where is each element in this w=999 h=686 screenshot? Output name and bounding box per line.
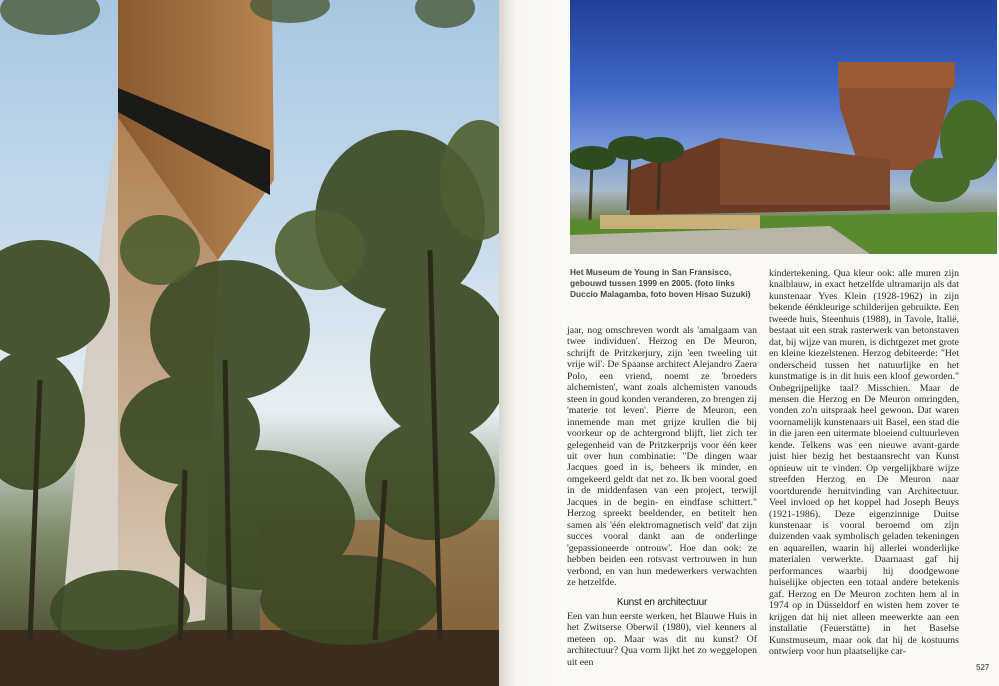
paragraph: Een van hun eerste werken, het Blauwe Huis in het Zwitserse Oberwil (1980), viel kenners al meteen op. Maar was dit nu kunst? Of architectuur? Qua vorm lijkt het zo weggelopen uit een — [567, 610, 757, 668]
text-column-right — [769, 268, 959, 657]
museum-illustration — [570, 0, 997, 254]
photo-museum-exterior — [570, 0, 997, 254]
tower-illustration — [0, 0, 499, 686]
photo-de-young-tower — [0, 0, 499, 686]
text-column-left — [567, 325, 757, 668]
paragraph: kindertekening. Qua kleur ook: alle muren zijn knalblauw, in exact hetzelfde ultramarijn als dat kunstenaar Yves Klein (1928-1962) in zijn bekende éénkleurige schilderijen gebruikte. Een tweede huis, Steenhuis (1988), in Tavole, Italië, bestaat uit een strak rasterwerk van betonstaven dat, bij wijze van muren, is dichtgezet met grote en kleine kiezelstenen. Herzog debiteerde: "Het onderscheid tussen het natuurlijke en het kunstmatige is in dit huis een kloof geworden." Onbegrijpelijke taal? Misschien. Maar de mensen die Herzog en De Meuron omringden, vonden zo'n uitspraak heel gewoon. Dat waren voornamelijk kunstenaars uit Basel, een stad die in die jaren een uitermate bloeiend cultuurleven kende. Telkens was een nieuwe avant-garde juist hier bezig het bestaansrecht van Kunst opnieuw uit te vinden. Op vergelijkbare wijze streefden Herzog en De Meuron naar voortdurende heruitvinding van Architectuur. Veel invloed op het koppel had Joseph Beuys (1921-1986). Deze eigenzinnige Duitse kunstenaar is vooral beroemd om zijn duizenden vaak symbolisch geladen tekeningen en aquarellen, waarin hij allerlei wonderlijke materialen verwerkte. Daarnaast gaf hij performances waarbij hij doodgewone huiselijke objecten een totaal andere betekenis gaf. Herzog en De Meuron zochten hem al in 1974 op in Düsseldorf en wisten hem zover te krijgen dat hij niet alleen meewerkte aan een installatie (Feuerstätte) in het Baselse Kunstmuseum, maar ook dat hij de kostuums ontwierp voor hun plaatselijke car- — [769, 268, 959, 657]
paragraph: jaar, nog omschreven wordt als 'amalgaam van twee individuen'. Herzog en De Meuron, schrijft de Pritzkerjury, zijn 'een tweeling uit vrije wil'. De Spaanse architect Alejandro Zaera Polo, een vriend, noemt ze 'broeders alchemisten', want zoals alchemisten vanouds steen in goud konden veranderen, zo brengen zij 'materie tot leven'. Pierre de Meuron, een innemende man met grijze krullen die bij voorkeur op de achtergrond blijft, liet zich ter gelegenheid van de Pritzkerprijs voor één keer uit over hun combinatie: "De dingen waar Jacques goed in is, beheers ik minder, en omgekeerd geldt dat net zo. Ik ben vooral goed in de middenfasen van een project, terwijl Jacques in de begin- en eindfase schittert." Herzog spreekt beeldender, en betitelt hen samen als 'één elektromagnetisch veld' dat zijn succes vooral dankt aan de onderlinge 'gepassioneerde ontrouw'. Hoe dan ook: ze hebben beiden een rotsvast vertrouwen in hun verbond, en van hun medewerkers verwachten ze hetzelfde. — [567, 325, 757, 588]
page-number: 527 — [976, 663, 990, 672]
photo-caption: Het Museum de Young in San Fransisco, gebouwd tussen 1999 en 2005. (foto links Duccio Malagamba, foto boven Hisao Suzuki) — [570, 267, 751, 299]
page-gutter — [499, 0, 569, 686]
section-subheading: Kunst en architectuur — [616, 597, 708, 609]
